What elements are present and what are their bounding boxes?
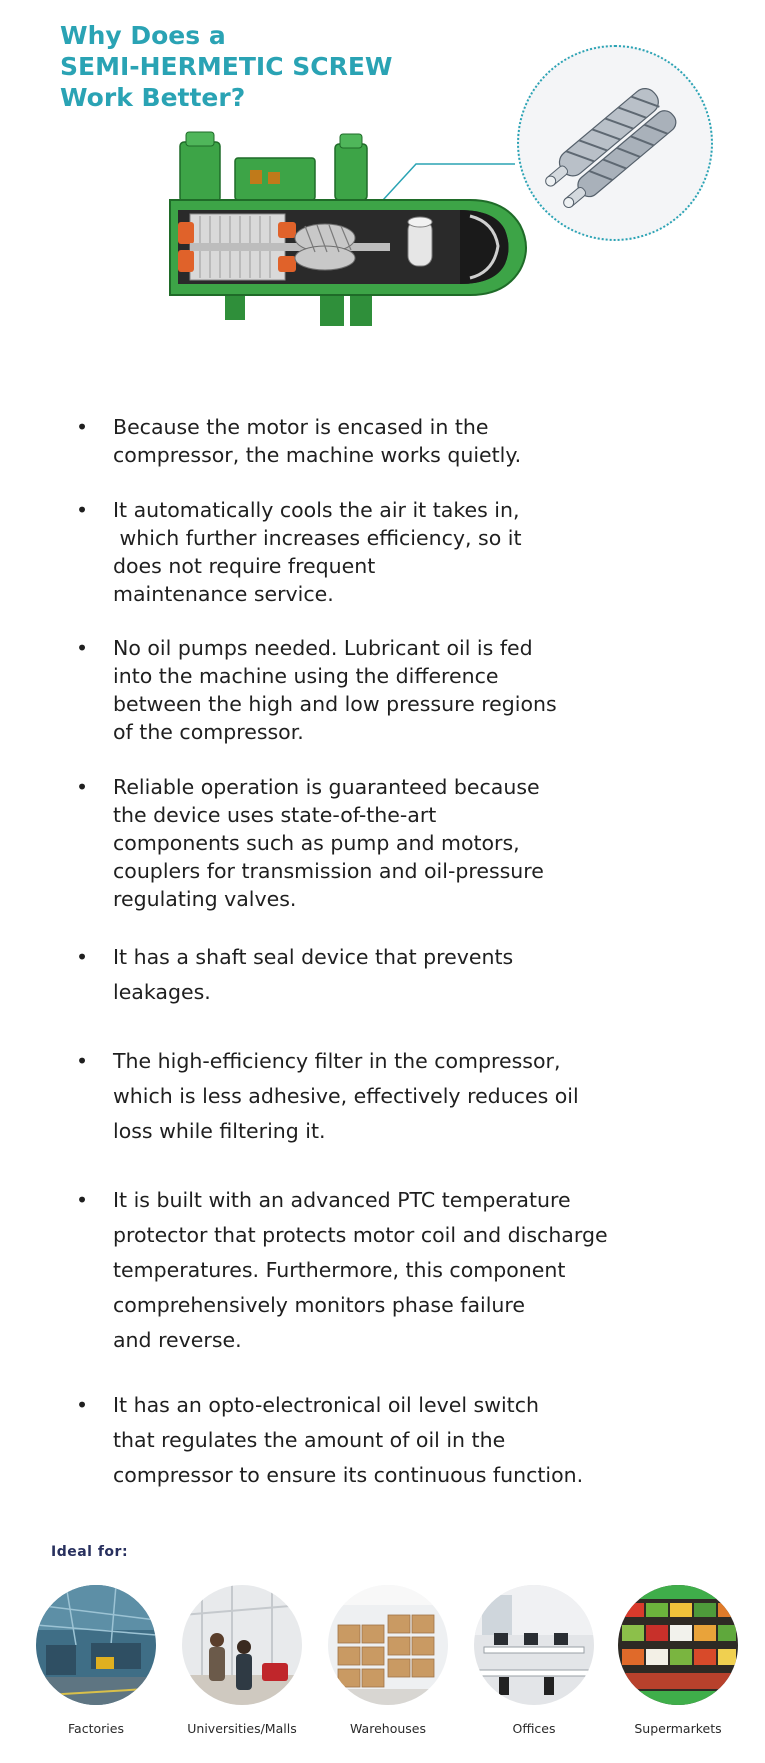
bullet-dot: • bbox=[76, 636, 89, 660]
ideal-for-malls bbox=[167, 1585, 317, 1736]
page-title bbox=[60, 20, 393, 113]
list-item-line: protector that protects motor coil and discharge bbox=[113, 1223, 608, 1247]
ideal-for-caption: Offices bbox=[512, 1721, 556, 1736]
bullet-dot: • bbox=[76, 775, 89, 799]
list-item-line: of the compressor. bbox=[113, 720, 304, 744]
list-item-line: comprehensively monitors phase failure bbox=[113, 1293, 525, 1317]
list-item-line: maintenance service. bbox=[113, 582, 334, 606]
ideal-for-label: Ideal for: bbox=[51, 1544, 129, 1560]
ideal-for-caption: Factories bbox=[68, 1721, 124, 1736]
office-photo-icon bbox=[474, 1585, 594, 1705]
list-item-line: No oil pumps needed. Lubricant oil is fed bbox=[113, 636, 533, 660]
list-item-line: which is less adhesive, effectively reduces oil bbox=[113, 1084, 579, 1108]
list-item-line: compressor to ensure its continuous function. bbox=[113, 1463, 584, 1487]
warehouse-photo-icon bbox=[328, 1585, 448, 1705]
bullet-dot: • bbox=[76, 1049, 89, 1073]
list-item-line: loss while filtering it. bbox=[113, 1119, 326, 1143]
list-item-line: Reliable operation is guaranteed because bbox=[113, 775, 540, 799]
ideal-for-caption: Warehouses bbox=[350, 1721, 426, 1736]
ideal-for-warehouses bbox=[313, 1585, 463, 1736]
bullet-dot: • bbox=[76, 1188, 89, 1212]
list-item-line: Because the motor is encased in the bbox=[113, 415, 489, 439]
list-item-line: does not require frequent bbox=[113, 554, 376, 578]
ideal-for-supermarkets bbox=[603, 1585, 753, 1736]
list-item-line: and reverse. bbox=[113, 1328, 242, 1352]
list-item-line: The high-efficiency filter in the compressor, bbox=[113, 1049, 561, 1073]
bullet-dot: • bbox=[76, 945, 89, 969]
screw-rotor-icon bbox=[519, 47, 713, 241]
bullet-dot: • bbox=[76, 1393, 89, 1417]
title-line-2: SEMI-HERMETIC SCREW bbox=[60, 52, 393, 81]
mall-photo-icon bbox=[182, 1585, 302, 1705]
list-item-line: regulating valves. bbox=[113, 887, 297, 911]
ideal-for-offices bbox=[459, 1585, 609, 1736]
list-item-line: compressor, the machine works quietly. bbox=[113, 443, 522, 467]
ideal-for-caption: Universities/Malls bbox=[187, 1721, 297, 1736]
list-item-line: leakages. bbox=[113, 980, 211, 1004]
list-item-line: between the high and low pressure regions bbox=[113, 692, 557, 716]
bullet-dot: • bbox=[76, 415, 89, 439]
list-item-line: It is built with an advanced PTC temperature bbox=[113, 1188, 571, 1212]
list-item-line: It automatically cools the air it takes in, bbox=[113, 498, 520, 522]
list-item-line: It has an opto-electronical oil level switch bbox=[113, 1393, 539, 1417]
list-item-line: the device uses state-of-the-art bbox=[113, 803, 437, 827]
bullet-dot: • bbox=[76, 498, 89, 522]
compressor-cutaway-illustration bbox=[160, 130, 550, 360]
title-line-3: Work Better? bbox=[60, 83, 246, 112]
list-item-line: that regulates the amount of oil in the bbox=[113, 1428, 506, 1452]
title-line-1: Why Does a bbox=[60, 21, 226, 50]
list-item-line: components such as pump and motors, bbox=[113, 831, 520, 855]
rotor-closeup-ring bbox=[517, 45, 713, 241]
list-item-line: into the machine using the difference bbox=[113, 664, 499, 688]
supermarket-photo-icon bbox=[618, 1585, 738, 1705]
ideal-for-caption: Supermarkets bbox=[634, 1721, 722, 1736]
ideal-for-factories bbox=[21, 1585, 171, 1736]
list-item-line: couplers for transmission and oil-pressure bbox=[113, 859, 544, 883]
factory-photo-icon bbox=[36, 1585, 156, 1705]
list-item-line: It has a shaft seal device that prevents bbox=[113, 945, 514, 969]
list-item-line: which further increases efficiency, so it bbox=[113, 526, 522, 550]
list-item-line: temperatures. Furthermore, this component bbox=[113, 1258, 566, 1282]
